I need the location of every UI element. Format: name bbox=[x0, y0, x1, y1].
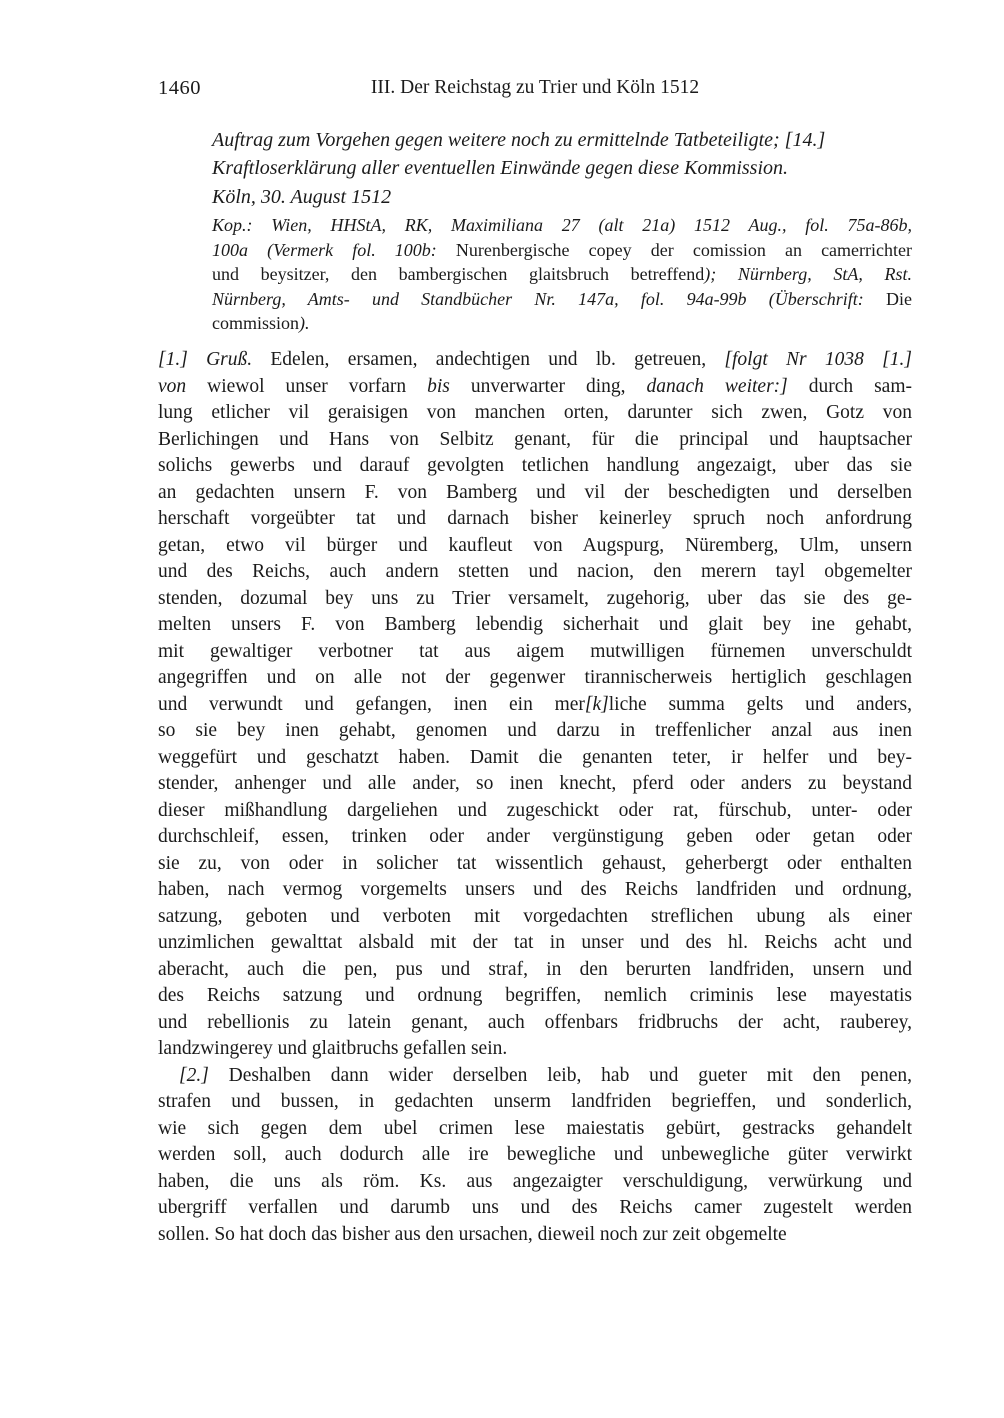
text-line bbox=[158, 665, 912, 692]
text-line bbox=[158, 400, 912, 427]
source-note bbox=[212, 213, 912, 336]
text-line bbox=[158, 1036, 912, 1063]
text-line bbox=[158, 639, 912, 666]
text-line bbox=[158, 1010, 912, 1037]
text-segment: wie sich gegen dem ubel crimen lese maiestatis gebürt, gestracks gehandelt bbox=[158, 1117, 912, 1139]
page-header bbox=[158, 76, 912, 102]
text-line bbox=[212, 213, 912, 238]
text-line bbox=[158, 957, 912, 984]
text-segment: Kop.: Wien, HHStA, RK, Maximiliana 27 (alt 21a) 1512 Aug., fol. 75a-86b, bbox=[212, 215, 912, 235]
text-segment: bis bbox=[427, 375, 450, 397]
text-segment: aberacht, auch die pen, pus und straf, in den berurten landfriden, unsern und bbox=[158, 958, 912, 980]
text-segment: unzimlichen gewalttat alsbald mit der tat in unser und des hl. Reichs acht und bbox=[158, 932, 912, 953]
text-segment: Kraftloserklärung aller eventuellen Einwände gegen diese Kommission. bbox=[212, 157, 789, 179]
text-line bbox=[158, 1195, 912, 1222]
text-segment: Berlichingen und Hans von Selbitz genant, für die principal und hauptsacher bbox=[158, 428, 912, 450]
text-line bbox=[158, 718, 912, 745]
text-segment: getan, etwo vil bürger und kaufleut von Augspurg, Nüremberg, Ulm, unsern bbox=[158, 534, 912, 556]
text-line bbox=[212, 287, 912, 312]
text-segment: ). bbox=[299, 313, 310, 333]
headnote-summary bbox=[212, 126, 912, 182]
text-segment: solichs gewerbs und darauf gevolgten tetlichen handlung angezaigt, uber das sie bbox=[158, 455, 912, 476]
text-segment: Deshalben dann wider derselben leib, hab und gueter mit den penen, bbox=[208, 1064, 912, 1086]
text-segment: wiewol unser vorfarn bbox=[186, 375, 428, 397]
text-segment: unverwarter ding, bbox=[449, 375, 647, 397]
text-line bbox=[212, 238, 912, 263]
text-segment: an gedachten unsern F. von Bamberg und vil der beschedigten und derselben bbox=[158, 481, 912, 503]
text-segment: ); Nürnberg, StA, Rst. bbox=[704, 264, 912, 284]
text-line bbox=[158, 533, 912, 560]
text-line bbox=[158, 983, 912, 1010]
text-segment: liche summa gelts und anders, bbox=[608, 693, 912, 715]
text-line bbox=[158, 930, 912, 957]
text-segment: Edelen, ersamen, andechtigen und lb. getreuen, bbox=[252, 349, 725, 370]
text-segment: sollen. So hat doch das bisher aus den ursachen, dieweil noch zur zeit obgemelte bbox=[158, 1223, 787, 1245]
text-segment: haben, nach vermog vorgemelts unsers und des Reichs landfriden und ordnung, bbox=[158, 879, 912, 900]
text-segment: von bbox=[158, 375, 187, 397]
text-line bbox=[158, 824, 912, 851]
text-segment: und verwundt und gefangen, inen ein mer bbox=[158, 693, 585, 715]
text-line bbox=[212, 262, 912, 287]
text-segment: danach weiter:] bbox=[646, 375, 788, 397]
text-line bbox=[158, 480, 912, 507]
text-line bbox=[158, 798, 912, 825]
text-segment: sie zu, von oder in solicher tat wissentlich gehaust, geherbergt oder enthalten bbox=[158, 852, 912, 874]
text-line bbox=[158, 1222, 912, 1249]
paragraph bbox=[158, 347, 912, 1063]
text-segment: strafen und bussen, in gedachten unserm landfriden begrieffen, und sonderlich, bbox=[158, 1091, 912, 1112]
text-line bbox=[158, 559, 912, 586]
text-segment: stender, anhenger und alle ander, so inen knecht, pferd oder anders zu beystand bbox=[158, 773, 912, 794]
text-segment: lung etlicher vil geraisigen von manchen orten, darunter sich zwen, Gotz von bbox=[158, 402, 912, 423]
text-line bbox=[158, 1116, 912, 1143]
text-segment: melten unsers F. von Bamberg lebendig sicherhait und glait bey ine gehabt, bbox=[158, 614, 912, 635]
text-line bbox=[212, 154, 912, 182]
text-segment: Die bbox=[886, 288, 912, 309]
paragraph bbox=[158, 1063, 912, 1249]
text-segment: ubergriff verfallen und darumb uns und des Reichs camer zugestelt werden bbox=[158, 1197, 912, 1218]
text-segment: des Reichs satzung und ordnung begriffen, nemlich criminis lese mayestatis bbox=[158, 985, 912, 1006]
text-segment: Auftrag zum Vorgehen gegen weitere noch zu ermittelnde Tatbeteiligte; [14.] bbox=[212, 129, 826, 151]
text-segment: 100a (Vermerk fol. 100b: bbox=[212, 239, 456, 260]
page-number: 1460 bbox=[158, 77, 201, 99]
text-segment: Nürnberg, Amts- und Standbücher Nr. 147a, fol. 94a-99b (Überschrift: bbox=[212, 288, 886, 309]
headnote-dateline: Köln, 30. August 1512 bbox=[212, 186, 392, 208]
text-line bbox=[158, 877, 912, 904]
text-segment: so sie bey inen gehabt, genomen und darzu in treffenlicher anzal aus inen bbox=[158, 720, 912, 741]
text-line bbox=[212, 126, 912, 154]
text-line bbox=[158, 745, 912, 772]
text-line bbox=[158, 374, 912, 401]
document-body bbox=[158, 347, 912, 1248]
text-segment: stenden, dozumal bey uns zu Trier versamelt, zugehorig, uber das sie des ge- bbox=[158, 587, 912, 609]
text-segment: satzung, geboten und verboten mit vorgedachten streflichen ubung als einer bbox=[158, 905, 912, 927]
text-segment: und beysitzer, den bambergischen glaitsbruch betreffend bbox=[212, 264, 705, 284]
text-segment: angegriffen und on alle not der gegenwer tirannischerweis hertiglich geschlagen bbox=[158, 667, 912, 688]
text-line bbox=[158, 612, 912, 639]
text-segment: werden soll, auch dodurch alle ire bewegliche und unbewegliche güter verwirkt bbox=[158, 1144, 912, 1165]
text-segment: weggefürt und geschatzt haben. Damit die genanten teter, ir helfer und bey- bbox=[158, 746, 912, 768]
text-segment: [2.] bbox=[179, 1064, 209, 1086]
text-segment: durchschleif, essen, trinken oder ander vergünstigung geben oder getan oder bbox=[158, 826, 912, 847]
text-segment: Nurenbergische copey der comission an camerrichter bbox=[455, 239, 912, 260]
text-segment: und des Reichs, auch andern stetten und nacion, den merern tayl obgemelter bbox=[158, 561, 912, 582]
running-head: III. Der Reichstag zu Trier und Köln 1512 bbox=[370, 77, 700, 98]
text-segment: durch sam- bbox=[787, 375, 912, 397]
text-segment: haben, die uns als röm. Ks. aus angezaigter verschuldigung, verwürkung und bbox=[158, 1170, 912, 1192]
text-line bbox=[158, 692, 912, 719]
text-line bbox=[158, 427, 912, 454]
text-segment: [folgt Nr 1038 [1.] bbox=[724, 349, 912, 370]
text-segment: commission bbox=[212, 313, 300, 333]
text-line bbox=[158, 904, 912, 931]
text-segment: [k] bbox=[584, 693, 609, 715]
text-line bbox=[158, 453, 912, 480]
text-line bbox=[212, 311, 912, 336]
text-segment: und rebellionis zu latein genant, auch offenbars fridbruchs der acht, rauberey, bbox=[158, 1011, 912, 1033]
text-line bbox=[158, 1169, 912, 1196]
text-segment: mit gewaltiger verbotner tat aus aigem mutwilligen fürnemen unverschuldt bbox=[158, 640, 912, 662]
text-line bbox=[158, 851, 912, 878]
text-line bbox=[158, 347, 912, 374]
text-line bbox=[158, 506, 912, 533]
text-line bbox=[158, 1089, 912, 1116]
text-segment: landzwingerey und glaitbruchs gefallen sein. bbox=[158, 1038, 508, 1059]
text-line bbox=[158, 586, 912, 613]
text-segment: [1.] Gruß. bbox=[158, 349, 253, 370]
text-segment: herschaft vorgeübter tat und darnach bisher keinerley spruch noch anfordrung bbox=[158, 508, 912, 529]
text-line bbox=[158, 1142, 912, 1169]
text-segment: dieser mißhandlung dargeliehen und zugeschickt oder rat, fürschub, unter- oder bbox=[158, 799, 912, 821]
text-line bbox=[158, 771, 912, 798]
text-line bbox=[158, 1063, 912, 1090]
